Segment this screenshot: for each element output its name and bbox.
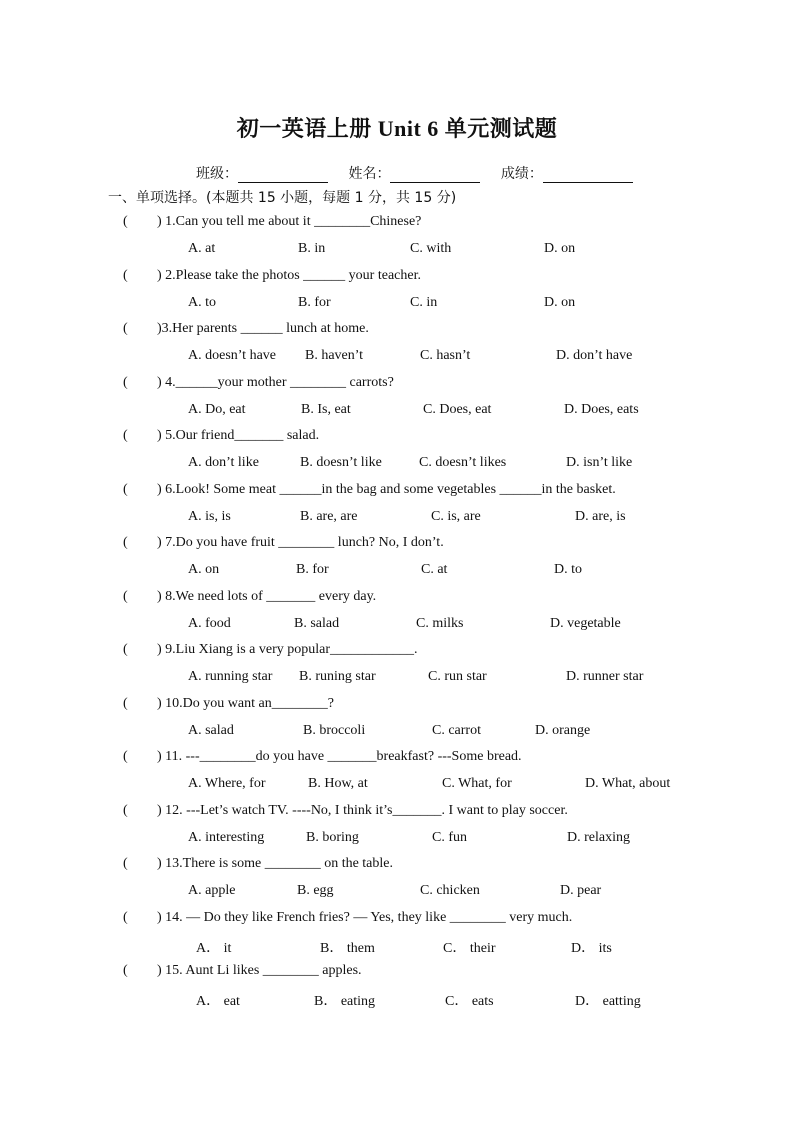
- answer-paren[interactable]: (: [123, 481, 128, 497]
- option-c: C. Does, eat: [423, 401, 492, 417]
- question-item: [0, 424, 794, 478]
- options-row: [188, 669, 708, 687]
- option-d: D. pear: [560, 883, 602, 898]
- answer-paren[interactable]: (: [123, 909, 128, 925]
- score-label: 成绩：: [500, 166, 543, 182]
- question-line: [123, 589, 376, 605]
- option-c: C. hasn’t: [420, 348, 471, 363]
- answer-paren[interactable]: (: [123, 856, 128, 871]
- options-row: [188, 990, 708, 1008]
- option-a: A. food: [188, 615, 231, 631]
- question-line: [123, 535, 444, 551]
- options-row: [188, 455, 708, 473]
- option-c: C. run star: [428, 669, 487, 684]
- answer-paren[interactable]: (: [123, 267, 128, 283]
- question-line: [123, 482, 616, 498]
- option-c: C. carrot: [432, 722, 481, 738]
- option-c: C． their: [443, 940, 496, 956]
- option-d: D. What, about: [585, 776, 671, 791]
- option-b: B． them: [320, 940, 375, 956]
- question-text: )3.Her parents ______ lunch at home.: [157, 321, 369, 336]
- question-text: ) 15. Aunt Li likes ________ apples.: [157, 963, 362, 978]
- options-row: [188, 723, 708, 741]
- question-text: ) 10.Do you want an________?: [157, 695, 334, 711]
- question-text: ) 4.______your mother ________ carrots?: [157, 374, 394, 390]
- class-blank[interactable]: [238, 168, 328, 183]
- options-row: [188, 402, 708, 420]
- option-b: B. for: [298, 294, 331, 310]
- option-a: A. running star: [188, 669, 273, 684]
- question-line: [123, 214, 421, 230]
- option-c: C. with: [410, 241, 452, 256]
- option-d: D. are, is: [575, 508, 626, 524]
- question-item: [0, 531, 794, 585]
- option-c: C. doesn’t likes: [419, 455, 507, 470]
- question-item: [0, 210, 794, 264]
- question-line: [123, 963, 362, 979]
- options-row: [188, 776, 708, 794]
- question-item: [0, 692, 794, 746]
- question-item: [0, 371, 794, 425]
- options-row: [188, 562, 708, 580]
- option-b: B． eating: [314, 994, 376, 1009]
- answer-paren[interactable]: (: [123, 374, 128, 390]
- option-b: B. egg: [297, 883, 334, 898]
- answer-paren[interactable]: (: [123, 588, 128, 604]
- options-row: [188, 509, 708, 527]
- options-row: [188, 830, 708, 848]
- option-c: C. in: [410, 294, 438, 310]
- name-label: 姓名：: [348, 166, 391, 182]
- option-d: D. on: [544, 294, 576, 310]
- option-d: D. to: [554, 562, 582, 577]
- answer-paren[interactable]: (: [123, 214, 128, 229]
- option-c: C. is, are: [431, 508, 481, 524]
- answer-paren[interactable]: (: [123, 428, 128, 443]
- question-line: [123, 321, 369, 337]
- options-row: [188, 348, 708, 366]
- question-text: ) 14. — Do they like French fries? — Yes, they like ________ very much.: [157, 909, 573, 925]
- option-b: B. boring: [306, 829, 359, 845]
- student-info-row: [196, 163, 649, 183]
- option-a: A. don’t like: [188, 455, 259, 470]
- option-a: A. doesn’t have: [188, 348, 276, 363]
- option-a: A. salad: [188, 722, 234, 738]
- question-item: [0, 264, 794, 318]
- option-a: A. to: [188, 294, 216, 310]
- question-line: [123, 428, 319, 444]
- option-c: C. chicken: [420, 883, 480, 898]
- option-c: C. milks: [416, 615, 464, 631]
- option-b: B. for: [296, 562, 329, 577]
- question-text: ) 11. ---________do you have _______breakfast? ---Some bread.: [157, 749, 522, 764]
- question-line: [123, 856, 393, 872]
- question-item: [0, 799, 794, 853]
- options-row: [188, 883, 708, 901]
- question-line: [123, 749, 522, 765]
- name-blank[interactable]: [390, 168, 480, 183]
- option-a: A. apple: [188, 883, 236, 898]
- question-text: ) 12. ---Let’s watch TV. ----No, I think it’s_______. I want to play soccer.: [157, 802, 568, 818]
- question-line: [123, 375, 394, 391]
- question-text: ) 1.Can you tell me about it ________Chinese?: [157, 214, 422, 229]
- question-list: [0, 210, 794, 1013]
- option-a: A. at: [188, 241, 216, 256]
- option-b: B. are, are: [300, 508, 358, 524]
- question-item: [0, 317, 794, 371]
- option-b: B. doesn’t like: [300, 455, 382, 470]
- page-title: 初一英语上册 Unit 6 单元测试题: [236, 116, 558, 141]
- question-item: [0, 959, 794, 1013]
- option-b: B. broccoli: [303, 722, 366, 738]
- option-b: B. Is, eat: [301, 401, 351, 417]
- question-line: [123, 803, 568, 819]
- question-text: ) 8.We need lots of _______ every day.: [157, 588, 377, 604]
- option-d: D． eatting: [575, 994, 641, 1009]
- option-c: C. at: [421, 562, 448, 577]
- option-a: A. Where, for: [188, 776, 266, 791]
- option-b: B. haven’t: [305, 348, 364, 363]
- option-c: C． eats: [445, 994, 494, 1009]
- option-b: B. runing star: [299, 669, 376, 684]
- option-c: C. fun: [432, 829, 467, 845]
- options-row: [188, 616, 708, 634]
- question-text: ) 5.Our friend_______ salad.: [157, 428, 320, 443]
- option-b: B. in: [298, 241, 326, 256]
- answer-paren[interactable]: (: [123, 963, 128, 978]
- answer-paren[interactable]: (: [123, 321, 128, 336]
- question-item: [0, 638, 794, 692]
- question-text: ) 13.There is some ________ on the table.: [157, 856, 394, 871]
- question-text: ) 9.Liu Xiang is a very popular____________.: [157, 642, 418, 657]
- option-d: D． its: [571, 940, 612, 956]
- option-d: D. vegetable: [550, 615, 621, 631]
- option-a: A. on: [188, 562, 220, 577]
- answer-paren[interactable]: (: [123, 642, 128, 657]
- option-d: D. don’t have: [556, 348, 633, 363]
- option-d: D. orange: [535, 722, 591, 738]
- section-heading: 一、单项选择。(本题共 15 小题，每题 1 分，共 15 分): [108, 190, 457, 206]
- answer-paren[interactable]: (: [123, 695, 128, 711]
- option-a: A. is, is: [188, 508, 231, 524]
- question-line: [123, 696, 334, 712]
- question-item: [0, 906, 794, 960]
- question-item: [0, 745, 794, 799]
- question-item: [0, 585, 794, 639]
- question-text: ) 2.Please take the photos ______ your teacher.: [157, 267, 421, 283]
- options-row: [188, 241, 708, 259]
- options-row: [188, 937, 708, 955]
- question-item: [0, 478, 794, 532]
- option-c: C. What, for: [442, 776, 512, 791]
- answer-paren[interactable]: (: [123, 749, 128, 764]
- class-label: 班级：: [196, 166, 238, 182]
- option-d: D. isn’t like: [566, 455, 633, 470]
- options-row: [188, 295, 708, 313]
- score-blank[interactable]: [543, 168, 633, 183]
- option-a: A． eat: [196, 994, 240, 1009]
- option-d: D. Does, eats: [564, 401, 639, 417]
- question-item: [0, 852, 794, 906]
- question-line: [123, 642, 418, 658]
- option-a: A． it: [196, 940, 232, 956]
- option-a: A. Do, eat: [188, 401, 246, 417]
- option-d: D. on: [544, 241, 576, 256]
- option-b: B. salad: [294, 615, 340, 631]
- answer-paren[interactable]: (: [123, 802, 128, 818]
- option-b: B. How, at: [308, 776, 368, 791]
- question-line: [123, 268, 421, 284]
- option-a: A. interesting: [188, 829, 265, 845]
- option-d: D. runner star: [566, 669, 644, 684]
- question-text: ) 7.Do you have fruit ________ lunch? No, I don’t.: [157, 535, 444, 550]
- question-text: ) 6.Look! Some meat ______in the bag and some vegetables ______in the basket.: [157, 481, 616, 497]
- option-d: D. relaxing: [567, 829, 630, 845]
- answer-paren[interactable]: (: [123, 535, 128, 550]
- question-line: [123, 910, 572, 926]
